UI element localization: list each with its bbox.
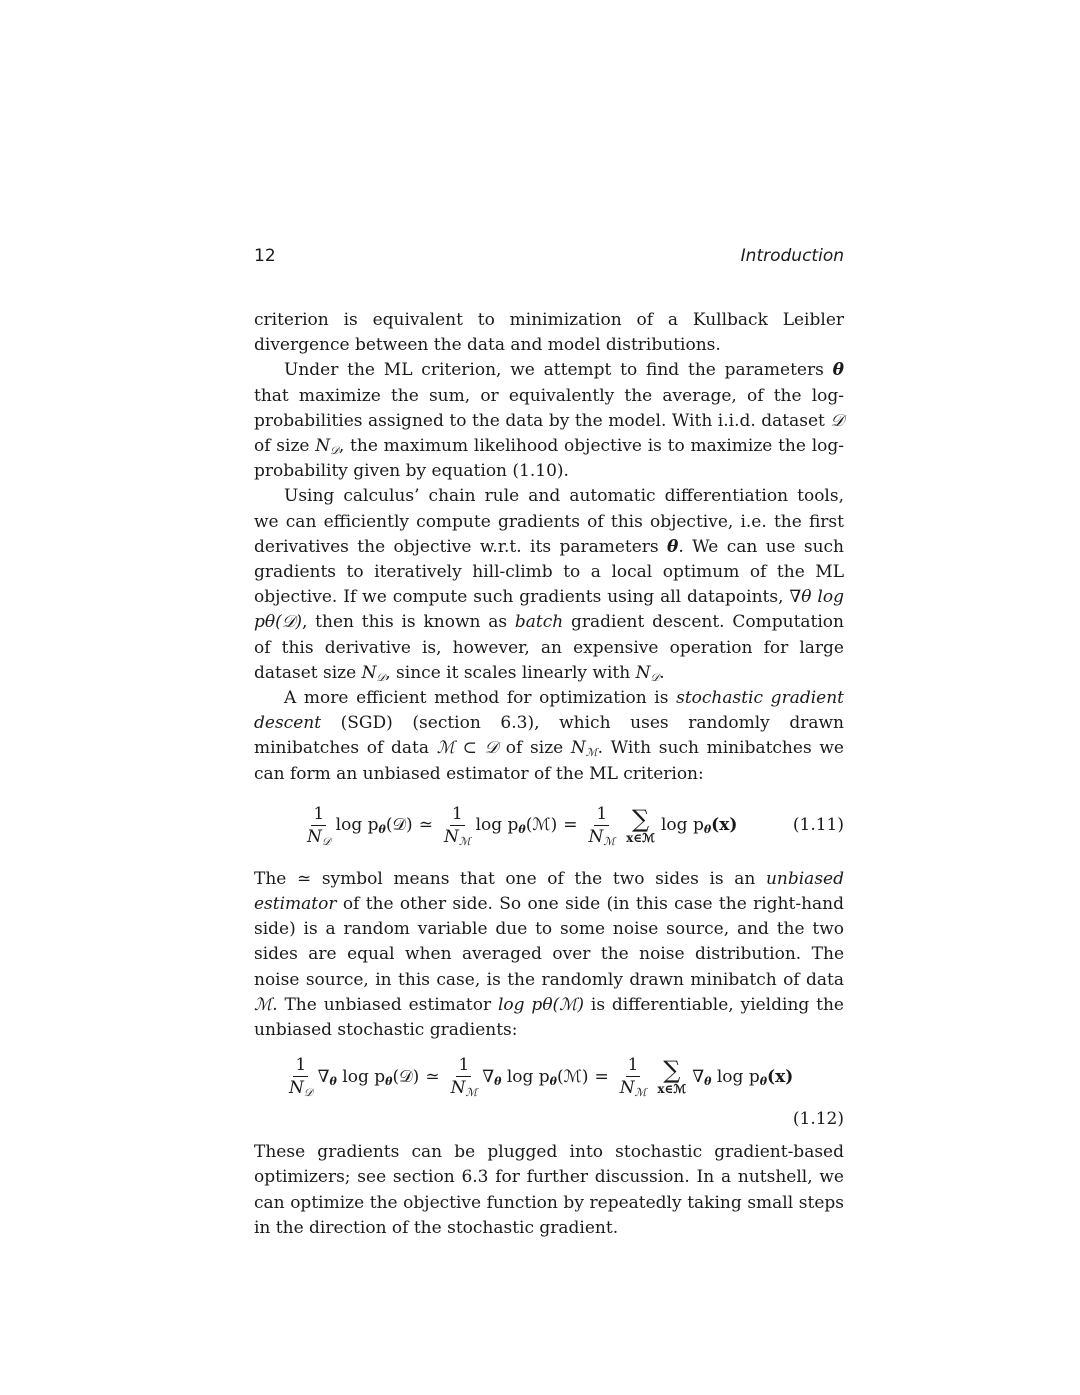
denominator — [442, 826, 473, 848]
math-sub-D: 𝒟 — [321, 834, 331, 848]
paragraph-6: These gradients can be plugged into stochastic gradient-based optimizers; see section 6.3 for further discussion. In a nutshell, we can optimize the objective function by repeatedly taking small steps in the direction of the stochastic gradient. — [254, 1142, 844, 1238]
math-sub-D: 𝒟 — [376, 670, 386, 684]
math-sub-M: ℳ — [458, 834, 471, 848]
math-N: N — [289, 1078, 304, 1099]
math-paren-x: (x) — [767, 1066, 794, 1087]
summation — [626, 804, 655, 845]
paragraph-4 — [254, 686, 844, 787]
text-log-p: log p — [716, 1066, 760, 1087]
math-sub-theta: θ — [704, 1074, 712, 1088]
math-sub-theta: θ — [378, 823, 386, 837]
math-simeq: ≃ — [296, 868, 312, 889]
emphasis-unbiased-estimator: unbiased estimator — [254, 868, 844, 915]
simeq-operator: ≃ — [418, 815, 433, 836]
math-sub-theta: θ — [329, 1074, 337, 1088]
sum-sign: ∑ — [663, 1056, 681, 1085]
log-term — [661, 813, 737, 838]
math-sub-M: ℳ — [603, 834, 616, 848]
fraction — [305, 804, 333, 848]
denominator — [305, 826, 333, 848]
text-span: , then this is known as — [301, 612, 515, 633]
summation — [657, 1058, 686, 1096]
math-N: N — [450, 1078, 466, 1099]
math-sub-theta: θ — [549, 1074, 558, 1088]
equation-number: (1.11) — [792, 815, 844, 836]
denominator — [449, 1077, 480, 1099]
document-page — [254, 246, 844, 1241]
paragraph-2 — [254, 358, 844, 484]
fraction — [586, 804, 617, 848]
sum-limit: x∈ℳ — [657, 1082, 687, 1097]
log-term — [336, 813, 413, 838]
math-sub-D: 𝒟 — [303, 1086, 313, 1100]
equals-operator: = — [594, 1066, 609, 1087]
math-paren-M: (ℳ) — [557, 1066, 589, 1087]
numerator: 1 — [596, 803, 608, 824]
math-sub-theta: θ — [759, 1074, 768, 1088]
body-text — [254, 308, 844, 1241]
grad-log-term — [692, 1065, 793, 1090]
fraction — [287, 1055, 315, 1099]
math-log-p-M: log pθ(ℳ) — [498, 994, 584, 1015]
emphasis-sgd: stochastic gradient descent — [254, 688, 844, 734]
text-span: Under the ML criterion, we attempt to find the parameters — [284, 360, 833, 381]
running-header — [254, 246, 844, 270]
text-span: . With such minibatches we can form an unbiased estimator of the ML criterion: — [254, 738, 844, 784]
running-title: Introduction — [740, 246, 844, 266]
emphasis-batch: batch — [514, 612, 564, 633]
fraction — [442, 804, 473, 848]
paragraph-1: criterion is equivalent to minimization of a Kullback Leibler divergence between the data and model distributions. — [254, 310, 844, 356]
numerator: 1 — [451, 803, 463, 824]
fraction — [449, 1055, 480, 1099]
text-span: of size — [254, 436, 316, 457]
math-N: N — [619, 1078, 635, 1099]
math-N: N — [588, 826, 604, 847]
text-span: is differentiable, yielding the unbiased stochastic gradients: — [254, 994, 844, 1041]
math-N: N — [361, 662, 377, 683]
text-span: gradient descent. Computation of this derivative is, however, an expensive operation for large dataset size — [254, 612, 844, 683]
text-span: The — [254, 868, 297, 889]
page-number: 12 — [254, 246, 276, 266]
equation-1-11 — [254, 791, 844, 861]
math-sub-theta: θ — [703, 823, 712, 837]
text-span: , the maximum likelihood objective is to maximize the log-probability given by equation (1.10). — [254, 436, 844, 482]
math-sub-D: 𝒟 — [330, 444, 339, 458]
math-sub-M: ℳ — [634, 1086, 647, 1100]
denominator — [618, 1077, 649, 1099]
math-paren-D: (𝒟) — [392, 1066, 420, 1087]
text-span: (SGD) (section 6.3), which uses randomly drawn minibatches of data — [254, 713, 844, 759]
math-nabla: ∇ — [317, 1066, 330, 1087]
grad-log-term — [318, 1065, 420, 1090]
sum-sign: ∑ — [631, 804, 650, 833]
equation-number: (1.12) — [792, 1109, 844, 1130]
sum-limit: x∈ℳ — [626, 830, 655, 845]
math-N: N — [635, 662, 651, 683]
math-M-subset-D: ℳ ⊂ 𝒟 — [436, 738, 499, 759]
text-log-p: log p — [506, 1066, 550, 1087]
math-sub-theta: θ — [494, 1074, 502, 1088]
paragraph-3 — [254, 484, 844, 686]
math-paren-D: (𝒟) — [385, 815, 413, 836]
math-paren-x: (x) — [711, 815, 738, 836]
math-sub-theta: θ — [385, 1074, 393, 1088]
math-sub-M: ℳ — [465, 1086, 478, 1100]
grad-log-term — [482, 1065, 588, 1090]
text-span: , since it scales linearly with — [385, 662, 636, 683]
text-log-p: log p — [342, 1066, 386, 1087]
math-dataset-D: 𝒟 — [830, 410, 844, 431]
paragraph-5 — [254, 867, 844, 1043]
numerator: 1 — [295, 1055, 307, 1076]
math-N: N — [315, 436, 331, 457]
log-term — [476, 813, 558, 838]
text-span: of the other side. So one side (in this case the right-hand side) is a random variable due to some noise source, and the two sides are equal when averaged over the noise distribution. The noise source, in this case, is the randomly drawn minibatch of data — [254, 894, 844, 990]
text-span: . We can use such gradients to iteratively hill-climb to a local optimum of the ML objective. If we compute such gradients using all datapoints, — [254, 536, 844, 608]
text-span: . The unbiased estimator — [272, 994, 498, 1015]
numerator: 1 — [458, 1055, 470, 1076]
math-sub-D: 𝒟 — [650, 670, 660, 684]
math-nabla: ∇ — [482, 1066, 495, 1087]
text-log-p: log p — [475, 815, 519, 836]
math-M: ℳ — [254, 994, 273, 1015]
math-paren-M: (ℳ) — [525, 815, 558, 836]
text-span: A more efficient method for optimization is — [284, 688, 677, 709]
math-N: N — [570, 738, 586, 759]
numerator: 1 — [313, 803, 325, 824]
text-log-p: log p — [335, 815, 379, 836]
equation-body — [284, 1055, 793, 1099]
math-sub-M: ℳ — [585, 746, 598, 760]
math-grad-log-p-D: ∇θ log pθ(𝒟) — [254, 587, 844, 633]
denominator — [586, 826, 617, 848]
denominator — [287, 1077, 315, 1099]
math-theta: θ — [832, 360, 844, 381]
text-log-p: log p — [660, 815, 704, 836]
math-N: N — [307, 826, 322, 847]
equation-1-12 — [254, 1047, 844, 1107]
simeq-operator: ≃ — [425, 1066, 440, 1087]
equation-body — [302, 804, 737, 848]
math-nabla: ∇ — [692, 1066, 705, 1087]
numerator: 1 — [627, 1055, 639, 1076]
text-span: symbol means that one of the two sides is an — [311, 868, 766, 889]
math-sub-theta: θ — [518, 823, 526, 837]
text-span: that maximize the sum, or equivalently the average, of the log-probabilities assigned to the data by the model. With i.i.d. dataset — [254, 385, 844, 431]
fraction — [618, 1055, 649, 1099]
math-theta: θ — [667, 536, 679, 557]
text-span: . — [659, 662, 665, 683]
math-N: N — [443, 826, 459, 847]
text-span: Using calculus’ chain rule and automatic differentiation tools, we can efficiently compute gradients of this objective, i.e. the first derivatives the objective w.r.t. its parameters — [254, 486, 844, 557]
text-span: of size — [498, 738, 571, 759]
equals-operator: = — [563, 815, 578, 836]
